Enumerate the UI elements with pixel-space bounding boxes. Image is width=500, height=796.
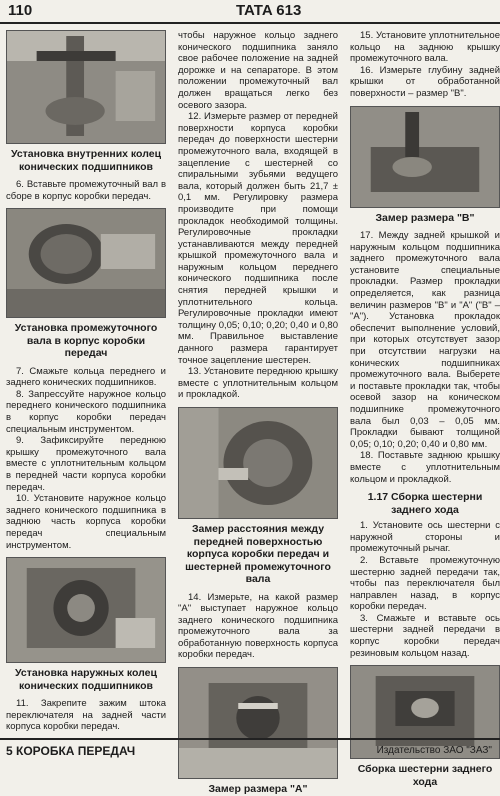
fig1-caption: Установка внутренних колец конических подшипников	[10, 148, 162, 173]
footer-publisher: Издательство ЗАО "ЗАЗ"	[376, 745, 492, 756]
fig2-caption-measure-a: Замер размера "А"	[208, 783, 308, 796]
step-6: 6. Вставьте промежуточный вал в сборе в корпус коробки передач.	[6, 179, 166, 202]
page-footer	[0, 738, 500, 765]
step-18: 18. Поставьте заднюю крышку вместе с уплотнительным кольцом и прокладкой.	[350, 450, 500, 485]
page-header	[0, 0, 500, 24]
step-14: 14. Измерьте, на какой размер "А" выступает наружное кольцо заднего конического подшипника промежуточного вала за обработанную поверхность корпуса коробки передач.	[178, 591, 338, 661]
fig1-caption-measure-b: Замер размера "В"	[375, 211, 475, 224]
step-10: 10. Установите наружное кольцо заднего конического подшипника в заднюю часть корпуса коробки передач специальным инструментом.	[6, 493, 166, 551]
photo-measure-b	[350, 106, 500, 208]
fig2-caption: Установка промежуточного вала в корпус коробки передач	[14, 322, 158, 360]
step-15: 15. Установите уплотнительное кольцо на заднюю крышку промежуточного вала.	[350, 30, 500, 65]
substep-1: 1. Установите ось шестерни с наружной стороны и промежуточный рычаг.	[350, 520, 500, 555]
step-17: 17. Между задней крышкой и наружным кольцом подшипника заднего промежуточного вала установите специальные прокладки. Размер прокладки определяется, как разница величин размеров "В" и "А" ("В" – "А"). Установка прокладок обеспечит выполнение условий, при которых отсутствует зазор при отсутствии нагрузки на конических подшипниках промежуточного вала. Выберете и поставьте прокладки так, чтобы осевой зазор на коническом подшипнике промежуточного вала был 0,03 – 0,05 мм. Прокладки бывают толщиной 0,05; 0,10; 0,20; 0,40 и 0,80 мм.	[350, 230, 500, 450]
fig2-caption-reverse-gear: Сборка шестерни заднего хода	[357, 763, 493, 788]
substep-3: 3. Смажьте и вставьте ось шестерни задней передачи в корпус коробки передач резиновым кольцом назад.	[350, 612, 500, 659]
step-13: 13. Установите переднюю крышку вместе с уплотнительным кольцом и прокладкой.	[178, 366, 338, 401]
photo-bearing-inner-rings	[6, 30, 166, 144]
substep-2: 2. Вставьте промежуточную шестерню задней передачи так, чтобы паз переключателя был направлен назад, в корпус коробки передач.	[350, 554, 500, 613]
column-1	[6, 30, 166, 735]
photo-distance-measure	[178, 407, 338, 519]
photo-bearing-outer-rings	[6, 557, 166, 663]
step-8: 8. Запрессуйте наружное кольцо переднего конического подшипника в корпус коробки передач специальным инструментом.	[6, 388, 166, 435]
page-number: 110	[8, 2, 33, 19]
step-12: 12. Измерьте размер от передней поверхности корпуса коробки передач до поверхности шестерни промежуточного вала, входящей в зацепление с шестерней со спиральными зубьями ведущего вала, который должен быть 21,7 ± 0,1 мм. Регулировку размера производите при помощи прокладок необходимой толщины. Регулировочные прокладки устанавливаются между передней крышкой промежуточного вала и наружным кольцом переднего конического подшипника после снятия передней крышки и уплотнительного кольца. Регулировочные прокладки имеют толщину 0,05; 0,10; 0,20; 0,40 и 0,80 мм. Правильное выставление данного размера гарантирует точное зацепление шестерен.	[178, 111, 338, 366]
fig-caption-distance: Замер расстояния между передней поверхностью корпуса коробки передач и шестерней промежуточного вала	[185, 523, 331, 585]
subsection-heading: 1.17 Сборка шестерни заднего хода	[367, 491, 483, 516]
step-7: 7. Смажьте кольца переднего и заднего конических подшипников.	[6, 365, 166, 389]
book-title: TATA 613	[236, 2, 302, 19]
fig3-caption: Установка наружных колец конических подшипников	[15, 667, 157, 692]
footer-section: 5 КОРОБКА ПЕРЕДАЧ	[6, 744, 136, 758]
paragraph-continued: чтобы наружное кольцо заднего конического подшипника заняло свое рабочее положение на задней дорожке и на сепараторе. В этом положении промежуточный вал должен вращаться легко без осевого зазора.	[178, 30, 338, 111]
step-11: 11. Закрепите зажим штока переключателя на задней части корпуса коробки передач.	[6, 698, 166, 733]
photo-countershaft-install	[6, 208, 166, 318]
step-16: 16. Измерьте глубину задней крышки от обработанной поверхности – размер "В".	[350, 64, 500, 99]
step-9: 9. Зафиксируйте переднюю крышку промежуточного вала вместе с уплотнительным кольцом в передней части корпуса коробки передач.	[6, 435, 166, 493]
column-2	[178, 30, 338, 796]
